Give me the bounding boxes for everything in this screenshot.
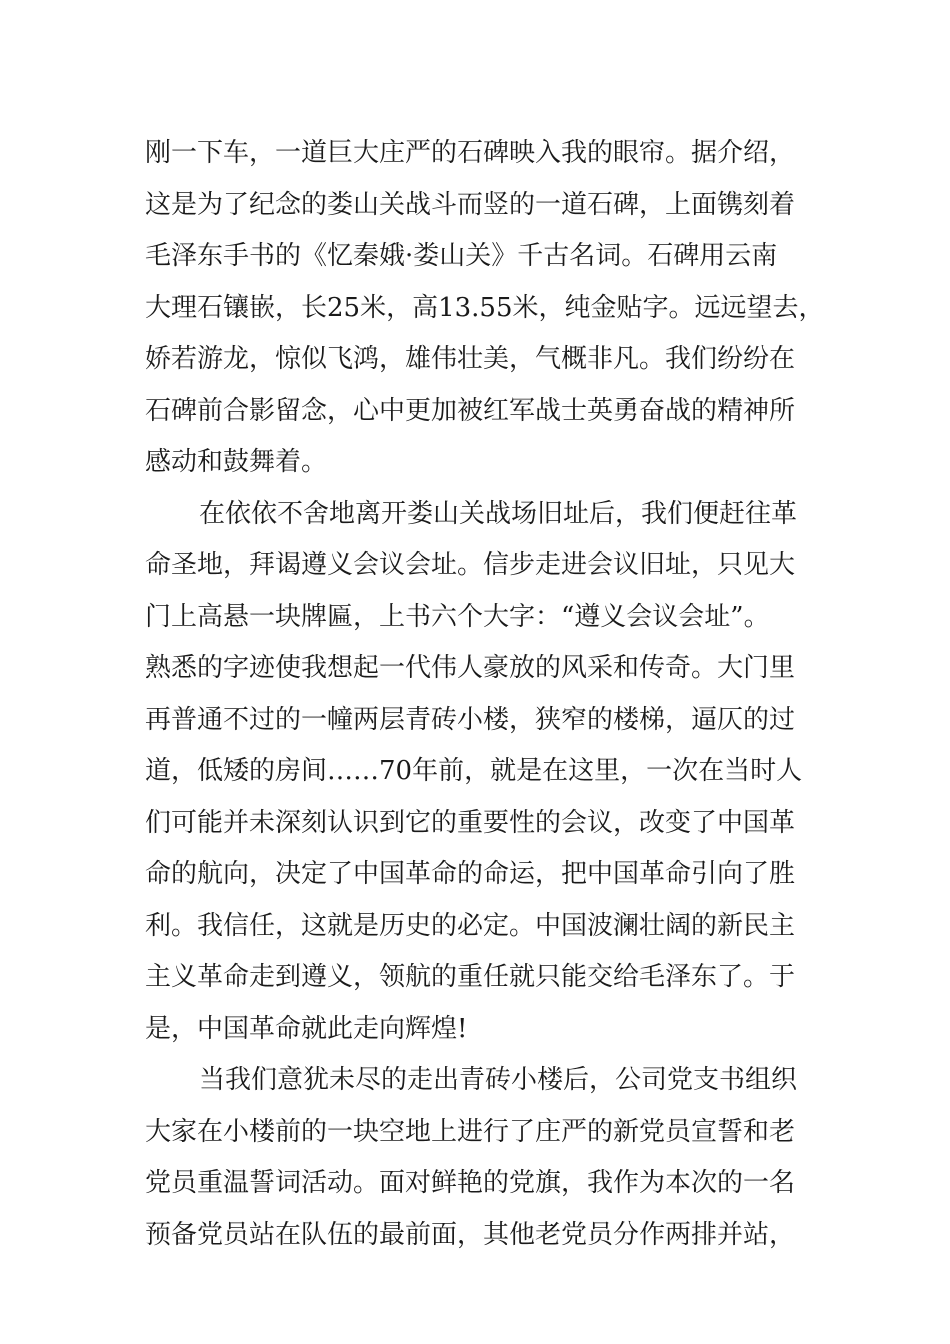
paragraph-2-line-10: 主义革命走到遵义，领航的重任就只能交给毛泽东了。于 — [145, 962, 796, 992]
paragraph-1-line-2: 这是为了纪念的娄山关战斗而竖的一道石碑，上面镌刻着 — [145, 189, 796, 220]
paragraph-2-line-7: 们可能并未深刻认识到它的重要性的会议，改变了中国革 — [145, 807, 796, 838]
paragraph-2-line-1: 在依依不舍地离开娄山关战场旧址后，我们便赶往革 — [199, 498, 798, 529]
paragraph-2-line-2: 命圣地，拜谒遵义会议会址。信步走进会议旧址，只见大 — [145, 550, 796, 580]
paragraph-2-line-9: 利。我信任，这就是历史的必定。中国波澜壮阔的新民主 — [145, 910, 796, 941]
paragraph-3-line-3: 党员重温誓词活动。面对鲜艳的党旗，我作为本次的一名 — [145, 1168, 796, 1198]
paragraph-1-line-5: 娇若游龙，惊似飞鸿，雄伟壮美，气概非凡。我们纷纷在 — [145, 344, 796, 374]
paragraph-1-line-4: 大理石镶嵌，长25米，高13.55米，纯金贴字。远远望去， — [145, 292, 825, 323]
paragraph-3-line-4: 预备党员站在队伍的最前面，其他老党员分作两排并站， — [145, 1219, 796, 1250]
paragraph-1-line-7: 感动和鼓舞着。 — [145, 447, 328, 477]
paragraph-3-line-1: 当我们意犹未尽的走出青砖小楼后，公司党支书组织 — [199, 1065, 798, 1095]
paragraph-2-line-5: 再普通不过的一幢两层青砖小楼，狭窄的楼梯，逼仄的过 — [145, 704, 796, 735]
paragraph-2-line-6: 道，低矮的房间……70年前，就是在这里，一次在当时人 — [145, 756, 803, 786]
paragraph-2-line-11: 是，中国革命就此走向辉煌! — [145, 1013, 468, 1044]
document-body — [145, 128, 825, 1261]
paragraph-1-line-1: 刚一下车，一道巨大庄严的石碑映入我的眼帘。据介绍， — [145, 138, 796, 168]
paragraph-2-line-3: 门上高悬一块牌匾，上书六个大字：“遵义会议会址”。 — [145, 601, 770, 632]
paragraph-2-line-8: 命的航向，决定了中国革命的命运，把中国革命引向了胜 — [145, 859, 796, 889]
paragraph-1-line-3: 毛泽东手书的《忆秦娥·娄山关》千古名词。石碑用云南 — [145, 241, 778, 271]
paragraph-3-line-2: 大家在小楼前的一块空地上进行了庄严的新党员宣誓和老 — [145, 1116, 796, 1147]
paragraph-2-line-4: 熟悉的字迹使我想起一代伟人豪放的风采和传奇。大门里 — [145, 653, 796, 683]
paragraph-1-line-6: 石碑前合影留念，心中更加被红军战士英勇奋战的精神所 — [145, 395, 796, 426]
